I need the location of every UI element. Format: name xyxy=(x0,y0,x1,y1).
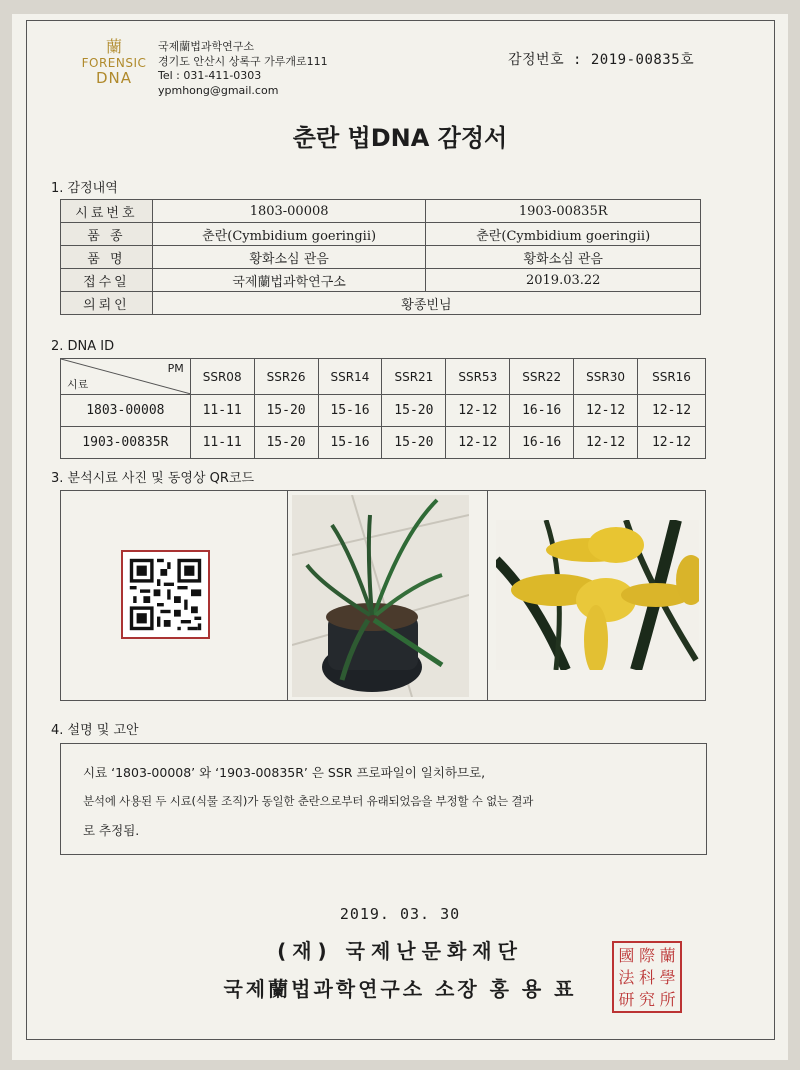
table-row xyxy=(61,269,701,292)
marker-header: SSR30 xyxy=(574,359,638,395)
section1-heading: 1. 감정내역 xyxy=(51,181,118,196)
seal-char: 所 xyxy=(659,990,676,1009)
table-row xyxy=(61,223,701,246)
allele-cell: 15-20 xyxy=(254,427,318,459)
allele-cell: 12-12 xyxy=(638,395,706,427)
contact-block xyxy=(158,40,328,98)
description-line: 분석에 사용된 두 시료(식물 조직)가 동일한 춘란으로부터 유래되었음을 부정할 수 없는 결과 xyxy=(83,794,534,808)
divider xyxy=(487,490,488,701)
info-cell: 황화소심 관음 xyxy=(152,246,426,269)
seal-char: 究 xyxy=(638,990,655,1009)
allele-cell: 12-12 xyxy=(446,395,510,427)
section2-heading: 2. DNA ID xyxy=(51,339,115,354)
seal-char: 科 xyxy=(638,968,655,987)
sample-id: 1903-00835R xyxy=(61,427,191,459)
corner-pm: PM xyxy=(167,362,184,375)
orchid-plant-photo xyxy=(292,495,469,697)
info-cell: 1803-00008 xyxy=(152,200,426,223)
telephone: Tel : 031-411-0303 xyxy=(158,69,262,82)
description-line: 시료 ‘1803-00008’ 와 ‘1903-00835R’ 은 SSR 프로파일이 일치하므로, xyxy=(83,765,486,780)
info-label: 접수일 xyxy=(61,269,153,292)
marker-header: SSR21 xyxy=(382,359,446,395)
orchid-logo-icon: 蘭 xyxy=(105,37,122,56)
seal-char: 國 xyxy=(618,946,635,965)
forensic-dna-logo xyxy=(75,38,153,86)
allele-cell: 15-16 xyxy=(318,427,382,459)
institute-director: 국제蘭법과학연구소 소장 홍 용 표 xyxy=(223,977,577,1001)
description-line: 로 추정됨. xyxy=(83,823,140,838)
seal-char: 學 xyxy=(659,968,676,987)
table-header-row xyxy=(61,359,706,395)
description-box xyxy=(60,743,707,855)
org-name: 국제蘭법과학연구소 xyxy=(158,40,255,53)
allele-cell: 12-12 xyxy=(574,395,638,427)
info-cell: 1903-00835R xyxy=(426,200,701,223)
sample-id: 1803-00008 xyxy=(61,395,191,427)
marker-header: SSR14 xyxy=(318,359,382,395)
foundation-name: (재) 국제난문화재단 xyxy=(277,939,523,963)
yellow-flower-image xyxy=(496,520,699,670)
qr-pattern-icon xyxy=(123,552,208,637)
requester-cell: 황종빈님 xyxy=(152,292,700,315)
info-cell: 춘란(Cymbidium goeringii) xyxy=(152,223,426,246)
table-row xyxy=(61,395,706,427)
allele-cell: 16-16 xyxy=(510,395,574,427)
table-row xyxy=(61,246,701,269)
marker-header: SSR16 xyxy=(638,359,706,395)
table-row xyxy=(61,200,701,223)
allele-cell: 11-11 xyxy=(190,395,254,427)
seal-char: 蘭 xyxy=(659,946,676,965)
allele-cell: 12-12 xyxy=(638,427,706,459)
orchid-flower-photo xyxy=(496,520,699,670)
seal-char: 研 xyxy=(618,990,635,1009)
marker-header: SSR22 xyxy=(510,359,574,395)
page-title: 춘란 법DNA 감정서 xyxy=(292,124,508,152)
divider xyxy=(287,490,288,701)
info-table xyxy=(60,199,701,315)
section3-heading: 3. 분석시료 사진 및 동영상 QR코드 xyxy=(51,471,255,486)
section4-heading: 4. 설명 및 고안 xyxy=(51,723,139,738)
info-cell: 국제蘭법과학연구소 xyxy=(152,269,426,292)
doc-number: 감정번호 : 2019-00835호 xyxy=(508,52,695,68)
info-label: 품 명 xyxy=(61,246,153,269)
allele-cell: 12-12 xyxy=(446,427,510,459)
info-label: 시료번호 xyxy=(61,200,153,223)
info-label: 의뢰인 xyxy=(61,292,153,315)
allele-cell: 12-12 xyxy=(574,427,638,459)
info-cell: 황화소심 관음 xyxy=(426,246,701,269)
allele-cell: 15-16 xyxy=(318,395,382,427)
info-cell: 2019.03.22 xyxy=(426,269,701,292)
info-cell: 춘란(Cymbidium goeringii) xyxy=(426,223,701,246)
qr-code[interactable] xyxy=(121,550,210,639)
corner-header xyxy=(61,359,191,395)
issue-date: 2019. 03. 30 xyxy=(339,905,461,923)
allele-cell: 16-16 xyxy=(510,427,574,459)
marker-header: SSR08 xyxy=(190,359,254,395)
logo-text-forensic: FORENSIC xyxy=(81,56,147,70)
info-label: 품 종 xyxy=(61,223,153,246)
email: ypmhong@gmail.com xyxy=(158,83,279,97)
potted-orchid-image xyxy=(292,495,469,697)
corner-sample: 시료 xyxy=(67,378,89,391)
allele-cell: 11-11 xyxy=(190,427,254,459)
marker-header: SSR26 xyxy=(254,359,318,395)
allele-cell: 15-20 xyxy=(382,427,446,459)
table-row xyxy=(61,427,706,459)
allele-cell: 15-20 xyxy=(382,395,446,427)
address: 경기도 안산시 상록구 가루개로111 xyxy=(158,54,328,68)
seal-char: 法 xyxy=(618,968,635,987)
table-row xyxy=(61,292,701,315)
allele-cell: 15-20 xyxy=(254,395,318,427)
official-seal-stamp xyxy=(612,941,682,1013)
logo-text-dna: DNA xyxy=(95,69,133,87)
dna-id-table xyxy=(60,358,706,459)
marker-header: SSR53 xyxy=(446,359,510,395)
seal-char: 際 xyxy=(638,946,655,965)
